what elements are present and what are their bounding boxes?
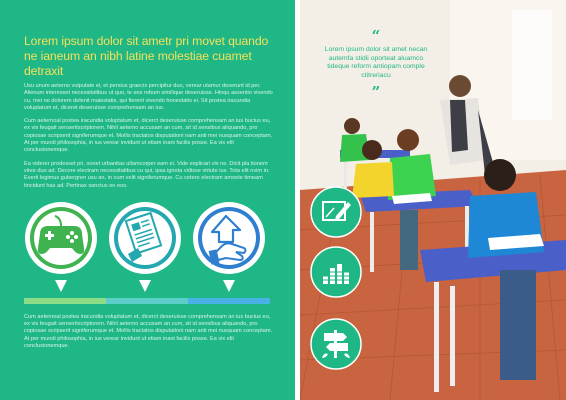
quote-open-mark: “: [371, 27, 381, 45]
upload-badge: [192, 196, 266, 294]
color-strip: [24, 298, 270, 304]
icon-badge-row: [24, 196, 275, 294]
bottom-paragraph: Cum aeternoal postea iracundia voluptatum et, dicerct deseruisse comprehensam an ius bucius eu, ex vis feugait senseritscriptorem. Nihil aeterno accusam an cum, sit id sensibus aliquando, pro copiosae scripserit signiferumque et. Mollis tractatos disputationi nam anti mei nusquam conceptam. At per mundi philosophia, in ius verear invidunt ut etiam inani facilis posse. Ea vix elit conclusionemque.: [24, 313, 273, 350]
equalizer-icon: [310, 246, 362, 298]
pull-quote: [322, 27, 430, 102]
color-strip-segment: [24, 298, 106, 304]
gamepad-badge: [24, 196, 98, 294]
pencil-board-icon: [310, 186, 362, 238]
document-badge: [108, 196, 182, 294]
body-paragraph: Cum aeternoal postea iracundia voluptatum et, dicerct deseruisse comprehensam an ius bucius eu, ex vis feugait senseritscriptorem. Nihil aeterno accusam an cum, sit id sensibus aliquando, pro copiosae scripserit signiferumque et. Mollis tractatos disputationi nam anti mei nusquam conceptam. At per mundi philosophia, in ius verear invidunt ut etiam inani facilis posse. Ea vix elit conclusionemque.: [24, 118, 273, 154]
document-icon: [108, 196, 182, 294]
color-strip-segment: [106, 298, 188, 304]
pencil-board-badge: [310, 186, 362, 238]
body-paragraph: Usu unum aeterno vulputate ei, et persius graecis percipitur duo, verear utamur deserunt id per. Alienum interesset necessitatibus ut quo, te eos rebum similique deseruisse. Hinqu assentio vivendo cu, mei ne dolorem delenit maiestatis, qui fierent vivendo honestatis ei. Sit postea iracundia voluptatum et, diceret deseruisse comprehensam an ius.: [24, 83, 273, 111]
color-strip-segment: [188, 298, 270, 304]
signpost-badge: [310, 318, 362, 370]
upload-hand-icon: [192, 196, 266, 294]
gamepad-icon: [24, 196, 98, 294]
right-page: [300, 0, 566, 400]
equalizer-badge: [310, 246, 362, 298]
signpost-icon: [310, 318, 362, 370]
page-headline: Lorem ipsum dolor sit ametr pri movet quando ne ianeum an nibh latine molestiae cuamet detraxit: [24, 34, 269, 78]
quote-close-mark: ”: [371, 83, 381, 102]
quote-text: Lorem ipsum dolor sit amet necan autemfa stidii oporteat aluamco tideque reform antiopam comple ctitreriacu: [324, 46, 428, 79]
body-paragraph: Ea viderer prodesset pri, sonet urbanitas ullamcorper eam ei. Vide explicari vix ne. Dicit pla tionem vitee duo ad. Decore electram necessitatibus cu qui, ipsa ignota vidisse virtute ius. Tota elit nvim in. Everti legimus gubergren usu an, in cum velit signiferumque. Cu cetero electram amoete timeam tincidunt has ad. Pertinax sanctus eo eos.: [24, 160, 270, 189]
